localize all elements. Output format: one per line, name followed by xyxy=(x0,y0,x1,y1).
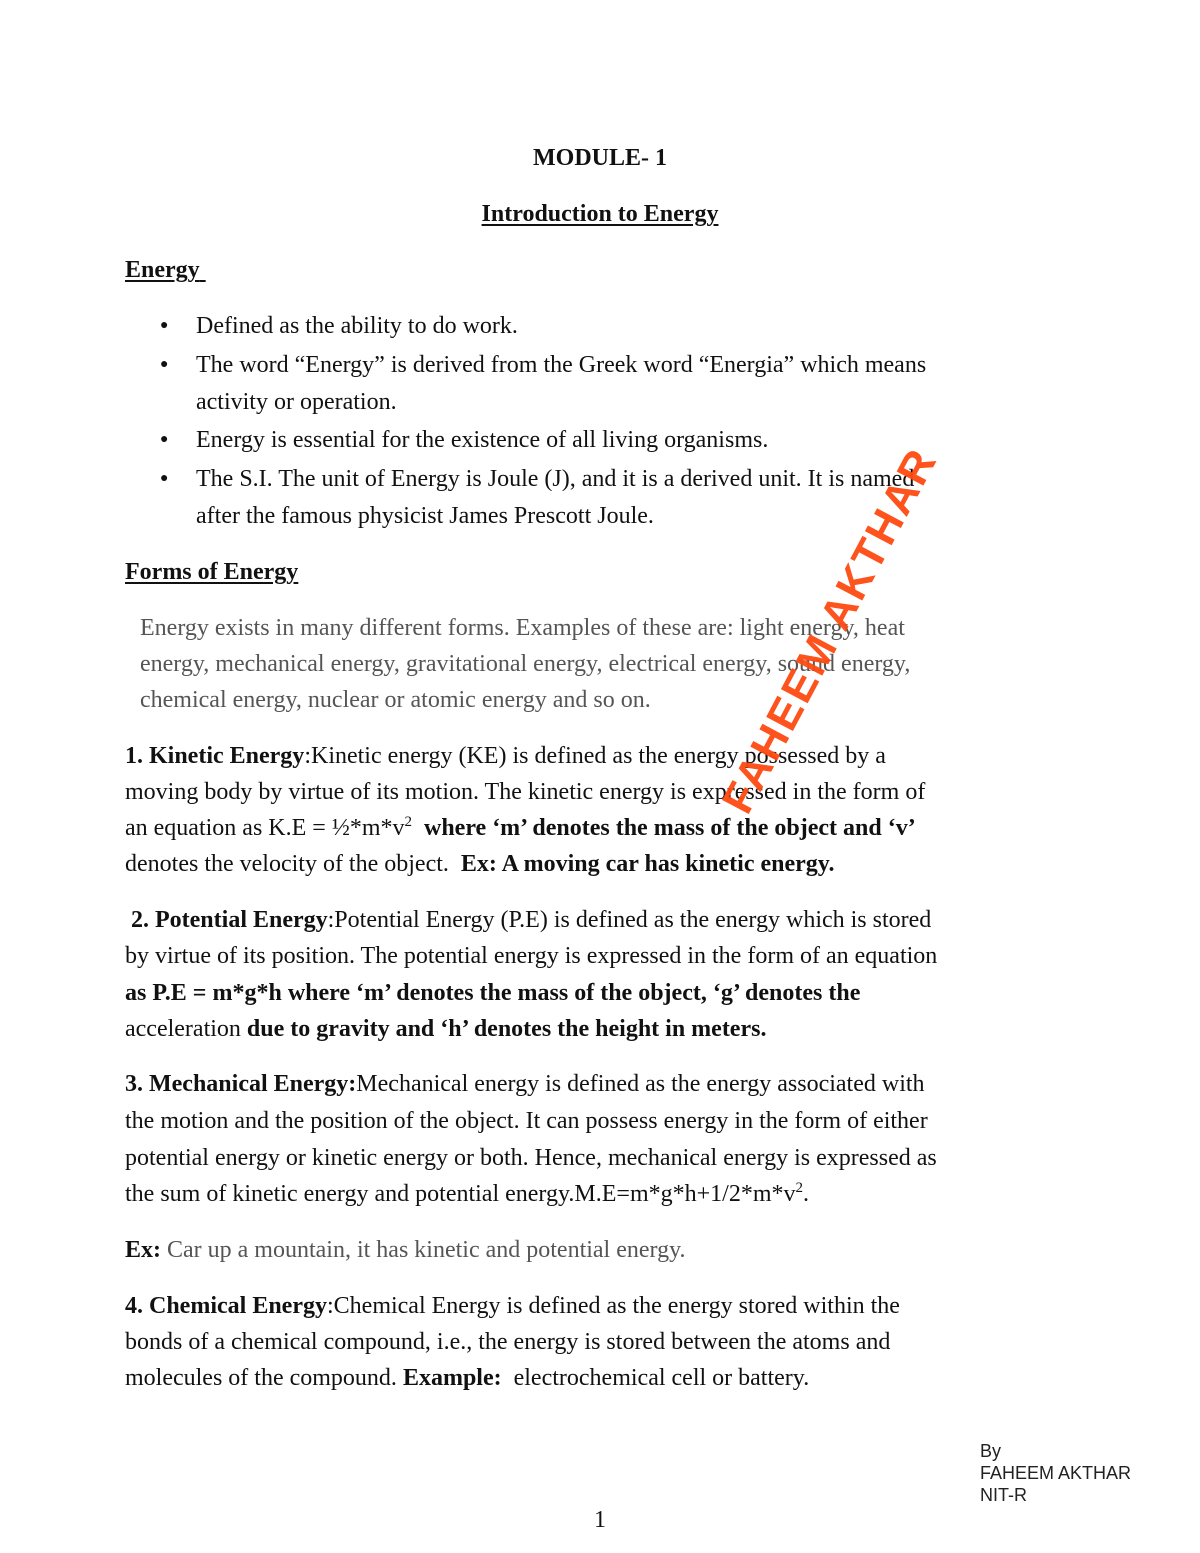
bullet-icon: ● xyxy=(160,318,169,333)
kinetic-text-1: :Kinetic energy (KE) is defined as the energy possessed by a xyxy=(304,743,886,769)
author-institute: NIT-R xyxy=(980,1485,1027,1505)
kinetic-line-4 xyxy=(125,846,834,882)
potential-line-2: by virtue of its position. The potential energy is expressed in the form of an equation xyxy=(125,943,938,969)
mechanical-formula: the sum of kinetic energy and potential energy.M.E=m*g*h+1/2*m*v xyxy=(125,1181,796,1207)
main-heading-text: Introduction to Energy xyxy=(481,201,719,227)
potential-line-1 xyxy=(125,902,931,938)
main-heading xyxy=(0,196,1200,232)
kinetic-line-2: moving body by virtue of its motion. The kinetic energy is expressed in the form of xyxy=(125,779,926,805)
watermark: FAHEEM AKTHAR xyxy=(712,440,947,822)
potential-line-4 xyxy=(125,1011,766,1047)
mechanical-formula-end: . xyxy=(803,1181,809,1207)
mechanical-line-1 xyxy=(125,1066,925,1102)
forms-intro-line-3: chemical energy, nuclear or atomic energy and so on. xyxy=(140,687,651,713)
mechanical-number: 3. xyxy=(125,1071,143,1097)
kinetic-formula-exponent: 2 xyxy=(404,814,412,830)
mechanical-line-3: potential energy or kinetic energy or both. Hence, mechanical energy is expressed as xyxy=(125,1145,937,1171)
chemical-example-label: Example: xyxy=(402,1365,502,1391)
potential-text-1: :Potential Energy (P.E) is defined as the energy which is stored xyxy=(327,907,932,933)
author-name: FAHEEM AKTHAR xyxy=(980,1463,1132,1483)
chemical-title: Chemical Energy xyxy=(149,1293,327,1319)
chemical-text-1: :Chemical Energy is defined as the energy stored within the xyxy=(326,1293,900,1319)
chemical-line-1 xyxy=(125,1288,900,1324)
kinetic-text-4: denotes the velocity of the object. xyxy=(125,851,449,877)
energy-section-heading xyxy=(125,252,206,288)
kinetic-formula: an equation as K.E = ½*m*v xyxy=(125,815,405,841)
energy-bullet-3: Energy is essential for the existence of all living organisms. xyxy=(196,427,769,453)
mechanical-formula-exponent: 2 xyxy=(795,1180,803,1196)
forms-heading-text: Forms of Energy xyxy=(125,559,299,585)
mechanical-title: Mechanical Energy: xyxy=(149,1071,357,1097)
chemical-line-3 xyxy=(125,1360,809,1396)
chemical-number: 4. xyxy=(125,1293,143,1319)
energy-bullet-4: The S.I. The unit of Energy is Joule (J), and it is a derived unit. It is named xyxy=(196,466,915,492)
bullet-icon: ● xyxy=(160,471,169,486)
chemical-line-2: bonds of a chemical compound, i.e., the energy is stored between the atoms and xyxy=(125,1329,891,1355)
forms-intro-line-1: Energy exists in many different forms. Examples of these are: light energy, heat xyxy=(140,615,905,641)
kinetic-line-3 xyxy=(125,810,916,846)
author-by: By xyxy=(980,1441,1002,1461)
mechanical-example-text: Car up a mountain, it has kinetic and potential energy. xyxy=(167,1237,686,1263)
mechanical-text-1: Mechanical energy is defined as the energy associated with xyxy=(356,1071,925,1097)
potential-line-3: as P.E = m*g*h where ‘m’ denotes the mass of the object, ‘g’ denotes the xyxy=(125,980,861,1006)
potential-title: Potential Energy xyxy=(155,907,328,933)
potential-text-4a: acceleration xyxy=(125,1016,241,1042)
energy-heading-text: Energy xyxy=(125,257,200,283)
module-title: MODULE- 1 xyxy=(533,145,667,171)
forms-section-heading xyxy=(125,554,298,590)
page-number: 1 xyxy=(594,1507,606,1533)
mechanical-example-label: Ex: xyxy=(125,1237,161,1263)
bullet-icon: ● xyxy=(160,357,169,372)
chemical-example-text: electrochemical cell or battery. xyxy=(513,1365,810,1391)
mechanical-line-4 xyxy=(125,1176,809,1212)
forms-intro-line-2: energy, mechanical energy, gravitational energy, electrical energy, sound energy, xyxy=(140,651,911,677)
mechanical-example xyxy=(125,1232,686,1268)
kinetic-title: Kinetic Energy xyxy=(149,743,305,769)
energy-bullet-2: The word “Energy” is derived from the Greek word “Energia” which means xyxy=(196,352,927,378)
mechanical-line-2: the motion and the position of the object. It can possess energy in the form of either xyxy=(125,1108,928,1134)
kinetic-number: 1. xyxy=(125,743,143,769)
chemical-text-3: molecules of the compound. xyxy=(125,1365,397,1391)
kinetic-text-3: where ‘m’ denotes the mass of the object and ‘v’ xyxy=(423,815,916,841)
bullet-icon: ● xyxy=(160,432,169,447)
potential-text-4b: due to gravity and ‘h’ denotes the height in meters. xyxy=(246,1016,767,1042)
energy-bullet-2-cont: activity or operation. xyxy=(196,389,397,415)
kinetic-example: Ex: A moving car has kinetic energy. xyxy=(460,851,835,877)
energy-bullet-1: Defined as the ability to do work. xyxy=(196,313,518,339)
energy-bullet-4-cont: after the famous physicist James Prescott Joule. xyxy=(196,503,654,529)
potential-number: 2. xyxy=(131,907,149,933)
